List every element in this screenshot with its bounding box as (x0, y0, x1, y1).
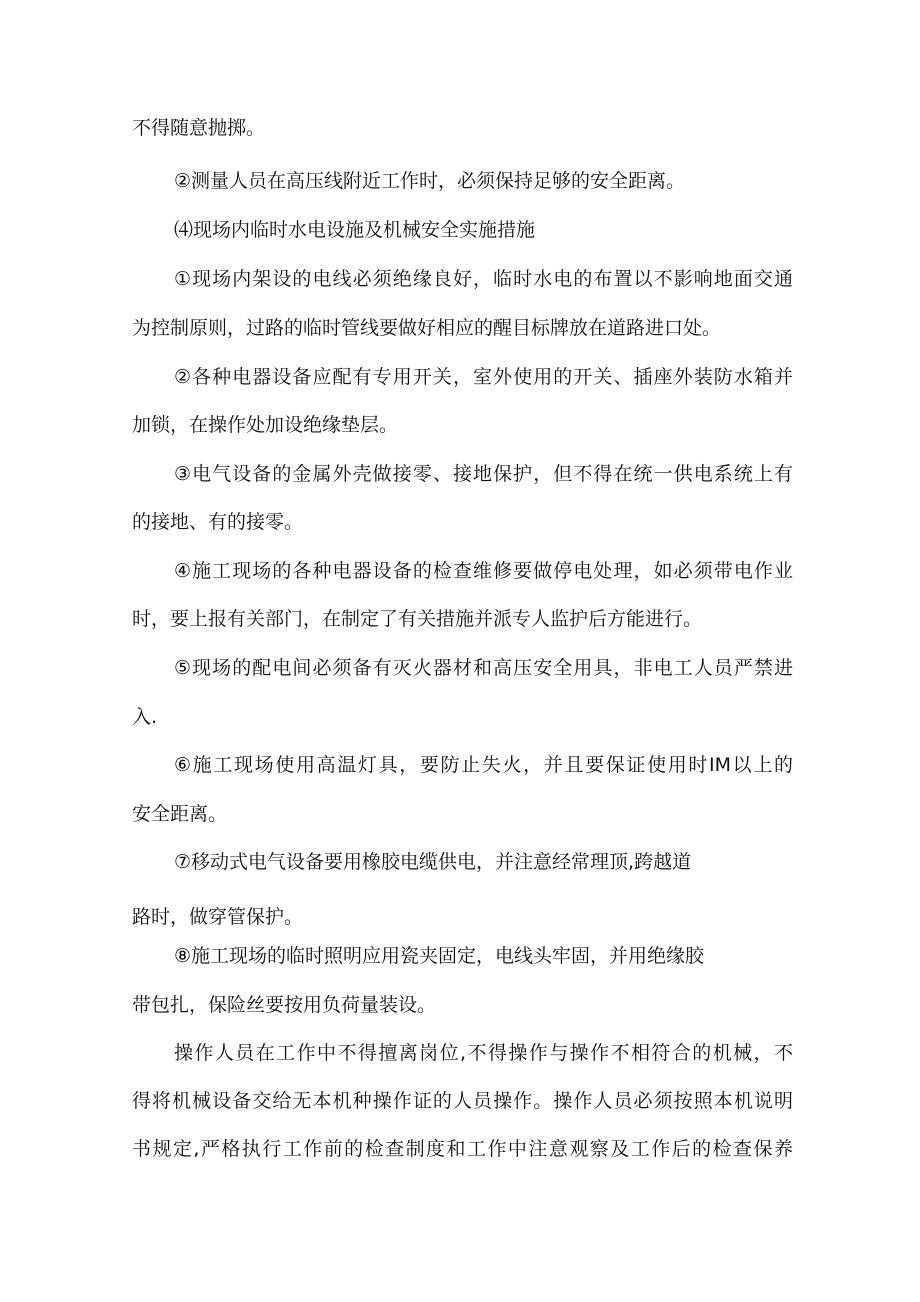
text-line: ①现场内架设的电线必须绝缘良好，临时水电的布置以不影响地面交通 (174, 268, 793, 290)
text-line: ⑦移动式电气设备要用橡胶电缆供电，并注意经常理顶,跨越道 (174, 851, 692, 873)
text-line: 带包扎，保险丝要按用负荷量装设。 (132, 994, 437, 1016)
text-line: ⑤现场的配电间必须备有灭火器材和高压安全用具，非电工人员严禁进 (174, 657, 793, 679)
text-line: 的接地、有的接零。 (132, 511, 304, 533)
text-line: 路时，做穿管保护。 (132, 906, 304, 928)
text-line: 时，要上报有关部门，在制定了有关措施并派专人监护后方能进行。 (132, 608, 703, 630)
text-line: 安全距离。 (132, 803, 228, 825)
text-line: 为控制原则，过路的临时管线要做好相应的醒目标牌放在道路进口处。 (132, 317, 722, 339)
text-line: ③电气设备的金属外壳做接零、接地保护，但不得在统一供电系统上有 (174, 463, 793, 485)
text-line: ⑧施工现场的临时照明应用瓷夹固定，电线头牢固，并用绝缘胶 (174, 945, 705, 967)
text-line: 加锁，在操作处加设绝缘垫层。 (132, 414, 399, 436)
text-line: 不得随意抛掷。 (132, 117, 266, 139)
section-heading: ⑷现场内临时水电设施及机械安全实施措施 (174, 219, 536, 241)
text-line: 得将机械设备交给无本机种操作证的人员操作。操作人员必须按照本机说明 (132, 1090, 793, 1112)
text-line: ④施工现场的各种电器设备的检查维修要做停电处理，如必须带电作业 (174, 560, 793, 582)
text-line: ②测量人员在高压线附近工作时，必须保持足够的安全距离。 (174, 170, 686, 192)
text-line: 操作人员在工作中不得擅离岗位,不得操作与操作不相符合的机械，不 (174, 1042, 793, 1064)
text-line: 书规定,严格执行工作前的检查制度和工作中注意观察及工作后的检查保养 (132, 1138, 793, 1160)
text-line: ②各种电器设备应配有专用开关，室外使用的开关、插座外装防水箱并 (174, 366, 793, 388)
text-line: ⑥施工现场使用高温灯具，要防止失火，并且要保证使用时IM以上的 (174, 754, 793, 776)
text-line: 入. (132, 706, 158, 728)
